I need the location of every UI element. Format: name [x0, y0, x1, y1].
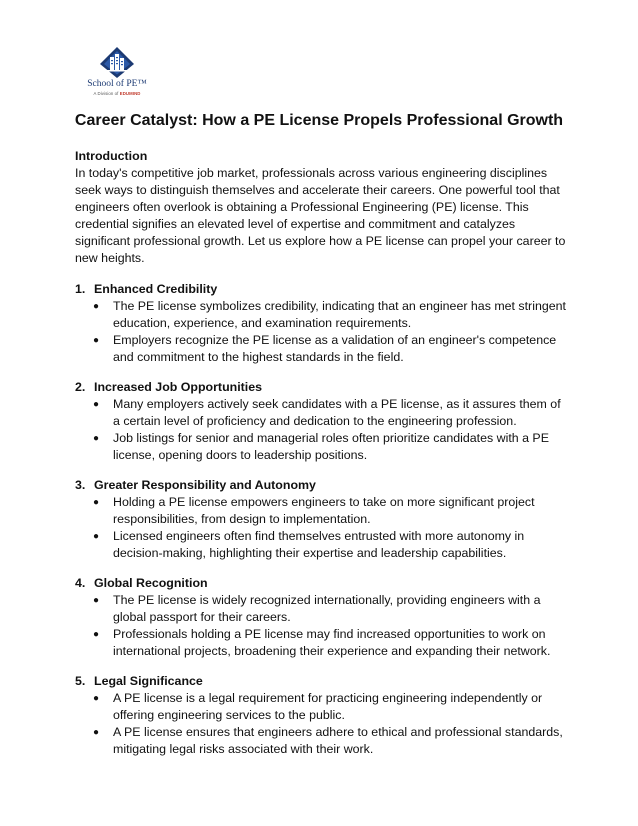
- bullet-list: [75, 592, 570, 660]
- bullet-text: The PE license is widely recognized internationally, providing engineers with a global passport for their careers.: [113, 593, 541, 624]
- logo-emblem-icon: [82, 46, 152, 80]
- logo-name: School of PE™: [87, 79, 147, 89]
- logo-subtitle-brand: EDUMIND: [119, 91, 141, 96]
- section-number: 3.: [75, 478, 86, 492]
- section-number: 2.: [75, 380, 86, 394]
- bullet-list: [75, 690, 570, 758]
- bullet-icon: ●: [93, 629, 100, 640]
- section-title: Global Recognition: [94, 576, 208, 590]
- section-number: 4.: [75, 576, 86, 590]
- logo-subtitle-prefix: A Division of: [93, 91, 119, 96]
- bullet-text: Employers recognize the PE license as a validation of an engineer's competence and commitment to the highest standards in the field.: [113, 333, 557, 364]
- bullet-item: [75, 592, 570, 626]
- bullet-list: [75, 298, 570, 366]
- document-title: Career Catalyst: How a PE License Propels Professional Growth: [74, 112, 564, 129]
- intro-heading: Introduction: [75, 149, 148, 163]
- bullet-item: [75, 626, 570, 660]
- intro-paragraph: In today's competitive job market, professionals across various engineering disciplines seek ways to distinguish themselves and accelerate their careers. One powerful tool that engineers often overlook is obtaining a Professional Engineering (PE) license. This credential signifies an elevated level of expertise and commitment and catalyzes significant professional growth. Let us explore how a PE license can propel your career to new heights.: [75, 166, 566, 265]
- bullet-item: [75, 494, 570, 528]
- section-greater-responsibility: [75, 477, 570, 562]
- section-number: 5.: [75, 674, 86, 688]
- section-heading: [75, 575, 570, 592]
- logo-subtitle: [82, 91, 152, 96]
- bullet-icon: ●: [93, 335, 100, 346]
- section-enhanced-credibility: [75, 281, 570, 366]
- bullet-text: The PE license symbolizes credibility, indicating that an engineer has met stringent education, experience, and examination requirements.: [113, 299, 566, 330]
- bullet-item: [75, 430, 570, 464]
- bullet-icon: ●: [93, 595, 100, 606]
- bullet-icon: ●: [93, 727, 100, 738]
- section-title: Legal Significance: [94, 674, 203, 688]
- bullet-list: [75, 396, 570, 464]
- sections-list: [75, 281, 570, 758]
- bullet-text: Professionals holding a PE license may find increased opportunities to work on international projects, broadening their experience and expanding their network.: [113, 627, 551, 658]
- bullet-icon: ●: [93, 433, 100, 444]
- bullet-text: Job listings for senior and managerial roles often prioritize candidates with a PE license, opening doors to leadership positions.: [113, 431, 549, 462]
- section-number: 1.: [75, 282, 86, 296]
- section-legal-significance: [75, 673, 570, 758]
- section-global-recognition: [75, 575, 570, 660]
- section-title: Enhanced Credibility: [94, 282, 218, 296]
- bullet-item: [75, 396, 570, 430]
- bullet-icon: ●: [93, 693, 100, 704]
- bullet-item: [75, 690, 570, 724]
- bullet-text: Many employers actively seek candidates with a PE license, as it assures them of a certain level of proficiency and dedication to the engineering profession.: [113, 397, 561, 428]
- section-title: Increased Job Opportunities: [94, 380, 262, 394]
- section-increased-job-opportunities: [75, 379, 570, 464]
- bullet-item: [75, 724, 570, 758]
- bullet-item: [75, 332, 570, 366]
- section-heading: [75, 477, 570, 494]
- bullet-icon: ●: [93, 301, 100, 312]
- bullet-text: A PE license is a legal requirement for practicing engineering independently or offering engineering services to the public.: [113, 691, 543, 722]
- section-heading: [75, 379, 570, 396]
- bullet-icon: ●: [93, 497, 100, 508]
- bullet-item: [75, 528, 570, 562]
- section-heading: [75, 673, 570, 690]
- school-of-pe-logo: [82, 46, 152, 106]
- document-body: [75, 148, 570, 771]
- section-heading: [75, 281, 570, 298]
- bullet-text: A PE license ensures that engineers adhere to ethical and professional standards, mitigating legal risks associated with their work.: [113, 725, 563, 756]
- section-title: Greater Responsibility and Autonomy: [94, 478, 316, 492]
- bullet-list: [75, 494, 570, 562]
- bullet-icon: ●: [93, 531, 100, 542]
- bullet-text: Holding a PE license empowers engineers to take on more significant project responsibilities, from design to implementation.: [113, 495, 535, 526]
- bullet-icon: ●: [93, 399, 100, 410]
- bullet-text: Licensed engineers often find themselves entrusted with more autonomy in decision-making, highlighting their expertise and leadership capabilities.: [113, 529, 525, 560]
- bullet-item: [75, 298, 570, 332]
